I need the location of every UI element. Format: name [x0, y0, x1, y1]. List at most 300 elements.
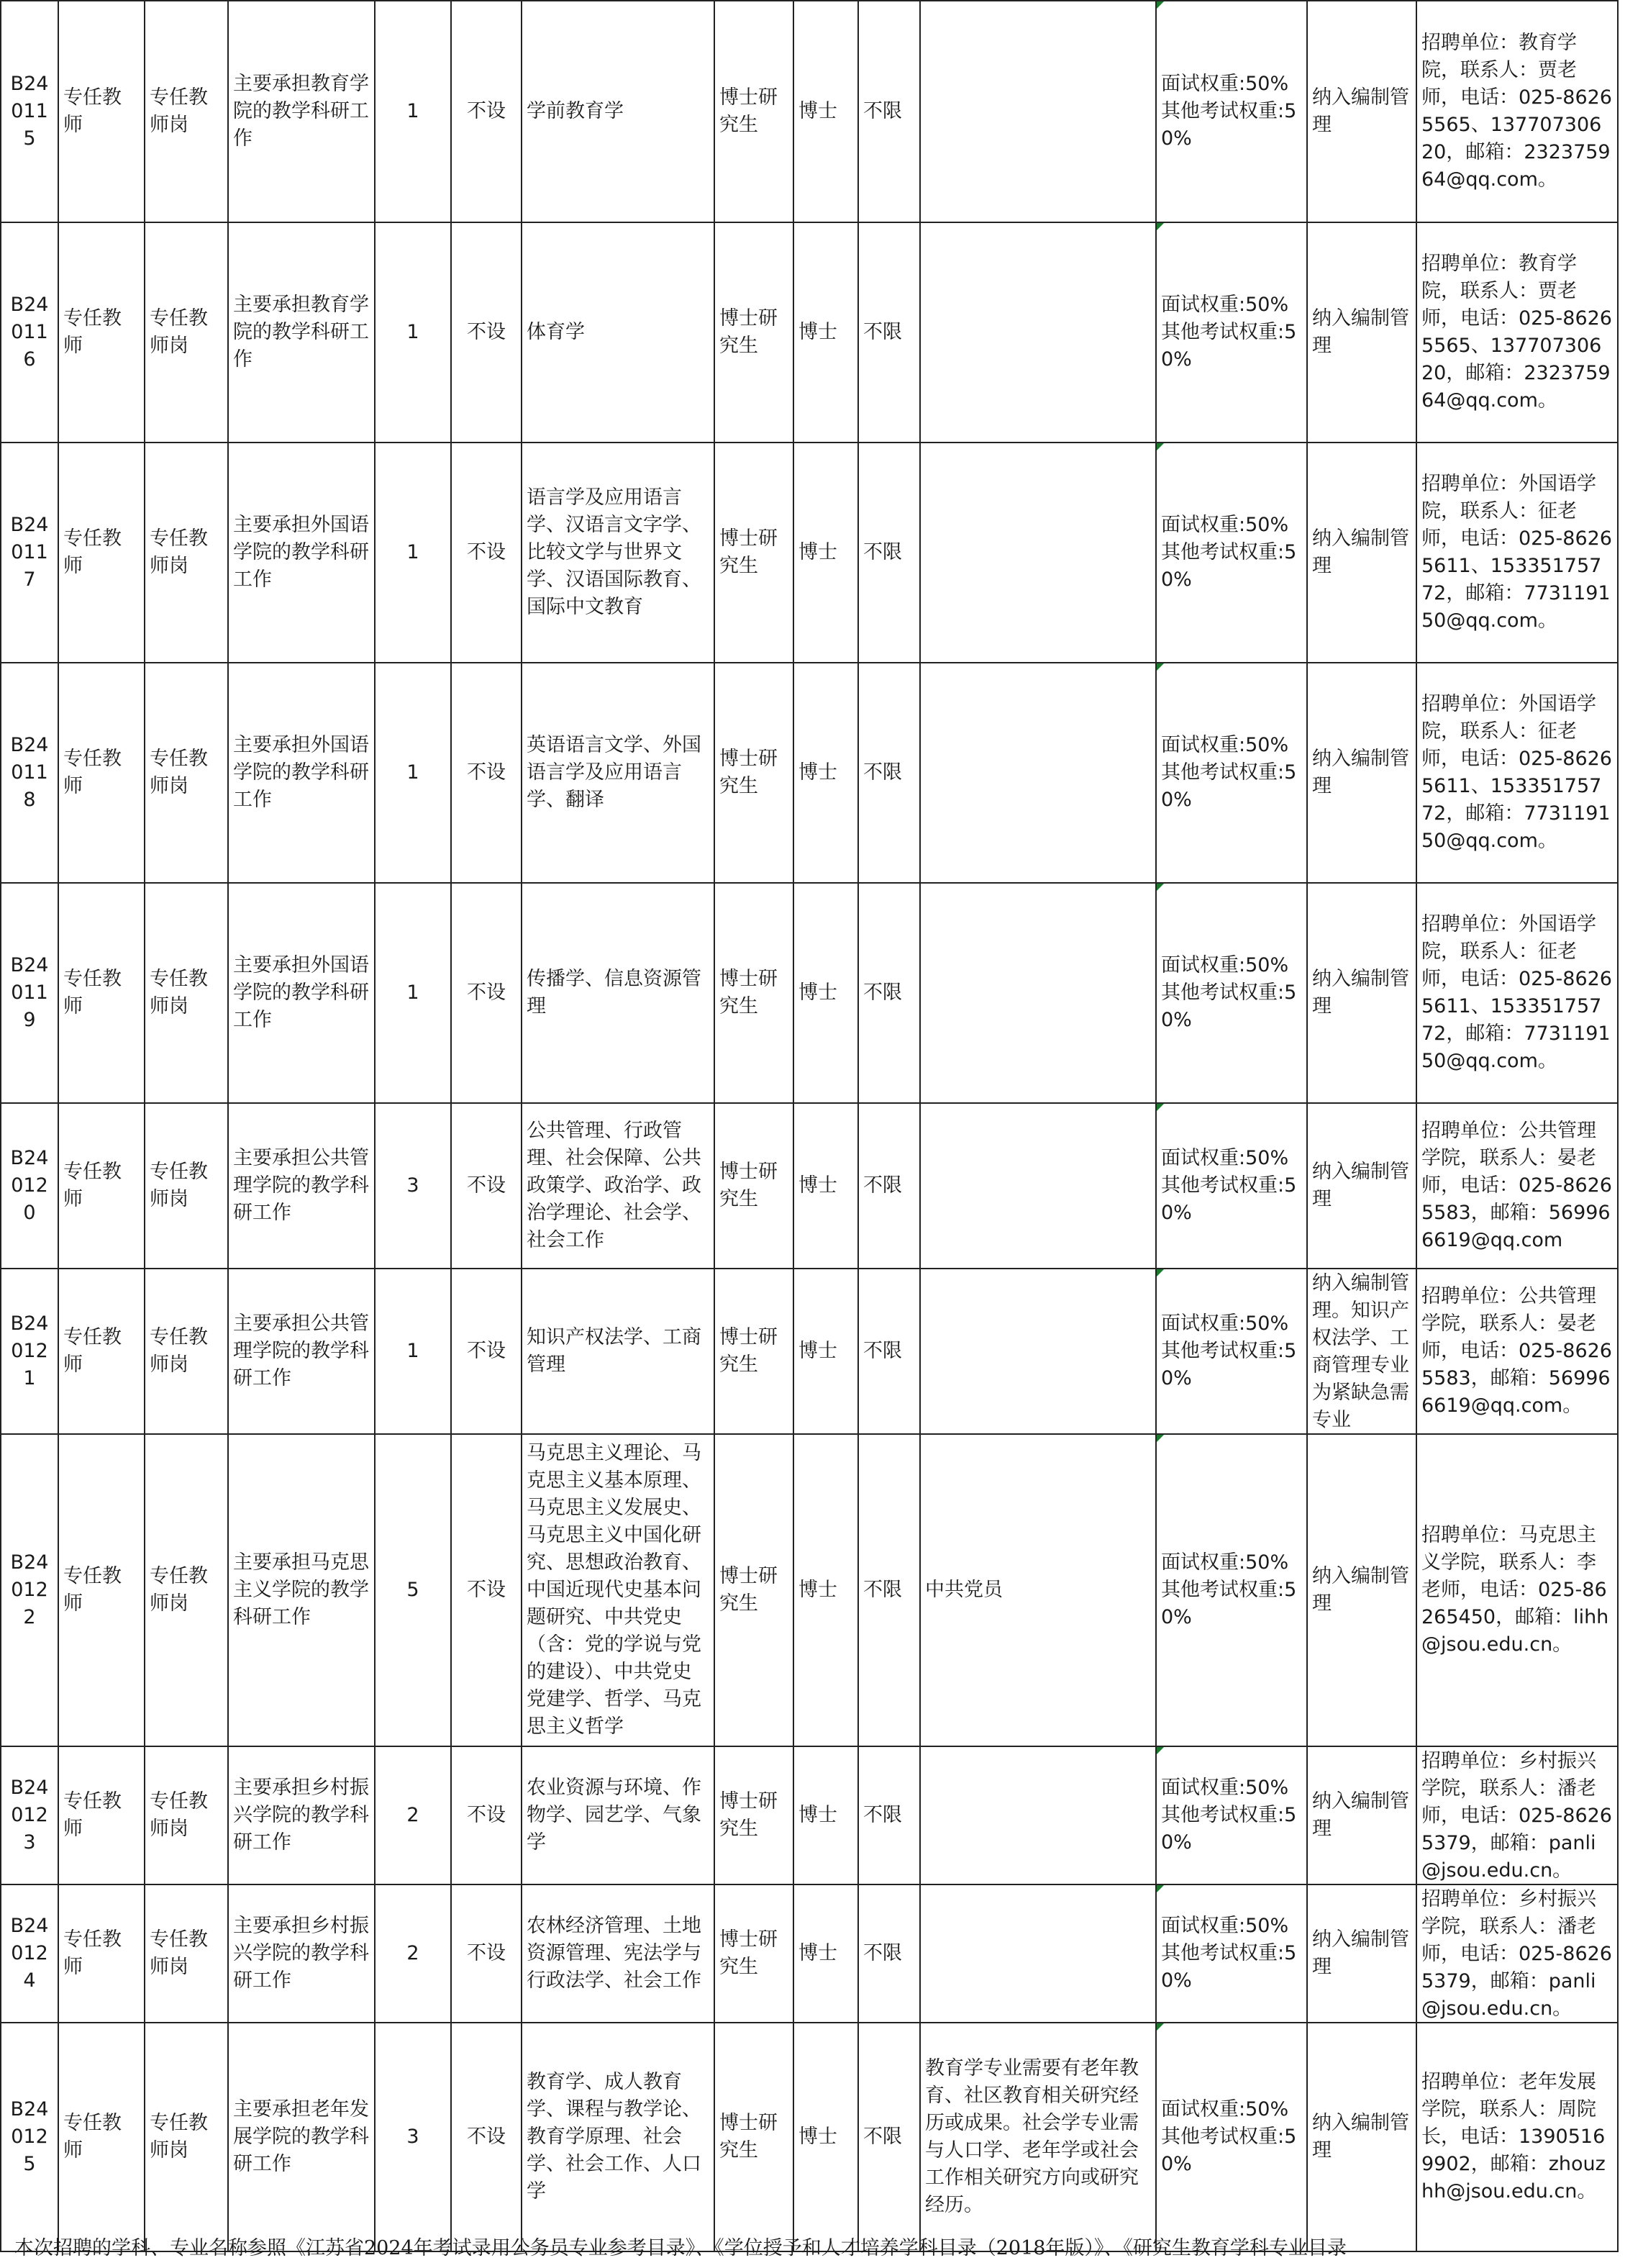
education-cell-text: 博士研究生: [719, 968, 778, 1017]
post-code-cell: [1, 1884, 58, 2023]
hire-count-cell: [375, 1746, 451, 1884]
major-cell: [522, 663, 714, 883]
exam-weight-cell-text: 面试权重:50%其他考试权重:50%: [1161, 294, 1297, 371]
duty-cell: [228, 1884, 375, 2023]
staffing-cell-text: 纳入编制管理: [1312, 748, 1409, 797]
table-row: [1, 883, 1618, 1103]
major-cell: [522, 1, 714, 222]
exam-ratio-cell-text: 不设: [467, 541, 506, 563]
contact-cell: [1416, 222, 1618, 443]
duty-cell: [228, 222, 375, 443]
staffing-cell-text: 纳入编制管理: [1312, 527, 1409, 577]
staffing-cell: [1307, 222, 1416, 443]
education-cell-text: 博士研究生: [719, 86, 778, 136]
hire-count-cell: [375, 883, 451, 1103]
exam-ratio-cell-text: 不设: [467, 761, 506, 784]
exam-ratio-cell: [451, 1884, 522, 2023]
degree-cell: [793, 443, 858, 663]
post-code-cell-text: B240120: [10, 1147, 49, 1224]
staffing-cell: [1307, 1269, 1416, 1434]
exam-weight-cell: [1156, 1434, 1307, 1746]
contact-cell: [1416, 2023, 1618, 2251]
post-category-cell-text: 专任教师: [63, 1326, 122, 1376]
degree-cell: [793, 1434, 858, 1746]
post-code-cell-text: B240123: [10, 1777, 49, 1854]
age-cell: [858, 883, 920, 1103]
exam-weight-cell: [1156, 443, 1307, 663]
post-category-cell-text: 专任教师: [63, 307, 122, 357]
exam-weight-cell-text: 面试权重:50%其他考试权重:50%: [1161, 73, 1297, 150]
degree-cell-text: 博士: [798, 761, 837, 784]
exam-weight-cell-text: 面试权重:50%其他考试权重:50%: [1161, 514, 1297, 591]
hire-count-cell: [375, 1884, 451, 2023]
table-row: [1, 1884, 1618, 2023]
education-cell-text: 博士研究生: [719, 1790, 778, 1840]
other-requirements-cell: [920, 2023, 1156, 2251]
post-name-cell-text: 专任教师岗: [150, 1790, 208, 1840]
degree-cell: [793, 222, 858, 443]
post-category-cell: [58, 1434, 145, 1746]
major-cell: [522, 2023, 714, 2251]
duty-cell-text: 主要承担教育学院的教学科研工作: [233, 73, 369, 150]
exam-weight-cell-text: 面试权重:50%其他考试权重:50%: [1161, 2098, 1297, 2175]
post-name-cell: [145, 663, 228, 883]
degree-cell-text: 博士: [798, 2126, 837, 2148]
contact-cell-text: 招聘单位：教育学院，联系人：贾老师，电话：025-86265565、13770730620，邮箱：232375964@qq.com。: [1421, 32, 1612, 191]
contact-cell: [1416, 1, 1618, 222]
staffing-cell: [1307, 1884, 1416, 2023]
exam-weight-cell-text: 面试权重:50%其他考试权重:50%: [1161, 1312, 1297, 1389]
table-footnote: 本次招聘的学科、专业名称参照《江苏省2024年考试录用公务员专业参考目录》、《学位授予和人才培养学科目录（2018年版）》、《研究生教育学科专业目录: [14, 2237, 1347, 2259]
degree-cell-text: 博士: [798, 321, 837, 343]
post-category-cell-text: 专任教师: [63, 86, 122, 136]
post-category-cell-text: 专任教师: [63, 1161, 122, 1210]
post-code-cell-text: B240124: [10, 1915, 49, 1992]
degree-cell: [793, 1, 858, 222]
hire-count-cell-text: 1: [406, 1340, 419, 1362]
major-cell-text: 公共管理、行政管理、社会保障、公共政策学、政治学、政治学理论、社会学、社会工作: [527, 1120, 701, 1251]
major-cell: [522, 1884, 714, 2023]
staffing-cell-text: 纳入编制管理: [1312, 1161, 1409, 1210]
contact-cell-text: 招聘单位：外国语学院，联系人：征老师，电话：025-86265611、15335175772，邮箱：773119150@qq.com。: [1421, 693, 1612, 852]
contact-cell-text: 招聘单位：乡村振兴学院，联系人：潘老师，电话：025-86265379，邮箱：panli@jsou.edu.cn。: [1421, 1888, 1612, 2020]
exam-weight-cell: [1156, 663, 1307, 883]
post-name-cell-text: 专任教师岗: [150, 307, 208, 357]
hire-count-cell: [375, 1434, 451, 1746]
other-requirements-cell-text: 中共党员: [925, 1579, 1003, 1601]
hire-count-cell-text: 1: [406, 761, 419, 784]
staffing-cell-text: 纳入编制管理: [1312, 968, 1409, 1017]
duty-cell: [228, 1269, 375, 1434]
post-category-cell-text: 专任教师: [63, 1790, 122, 1840]
degree-cell-text: 博士: [798, 1340, 837, 1362]
table-row: [1, 1103, 1618, 1269]
exam-ratio-cell-text: 不设: [467, 1804, 506, 1826]
contact-cell: [1416, 663, 1618, 883]
post-name-cell: [145, 1884, 228, 2023]
contact-cell: [1416, 1746, 1618, 1884]
education-cell-text: 博士研究生: [719, 748, 778, 797]
age-cell-text: 不限: [863, 100, 902, 122]
post-name-cell-text: 专任教师岗: [150, 2112, 208, 2162]
exam-ratio-cell-text: 不设: [467, 1174, 506, 1197]
post-name-cell-text: 专任教师岗: [150, 1565, 208, 1615]
other-requirements-cell: [920, 1103, 1156, 1269]
age-cell-text: 不限: [863, 1942, 902, 1964]
table-row: [1, 443, 1618, 663]
post-name-cell: [145, 1103, 228, 1269]
staffing-cell: [1307, 1746, 1416, 1884]
exam-weight-cell: [1156, 883, 1307, 1103]
staffing-cell-text: 纳入编制管理: [1312, 86, 1409, 136]
hire-count-cell: [375, 1103, 451, 1269]
exam-ratio-cell: [451, 222, 522, 443]
degree-cell-text: 博士: [798, 541, 837, 563]
post-code-cell-text: B240115: [10, 73, 49, 150]
hire-count-cell-text: 3: [406, 2126, 419, 2148]
post-name-cell-text: 专任教师岗: [150, 968, 208, 1017]
post-code-cell-text: B240117: [10, 514, 49, 591]
table-row: [1, 1746, 1618, 1884]
age-cell: [858, 2023, 920, 2251]
age-cell-text: 不限: [863, 321, 902, 343]
table-row: [1, 222, 1618, 443]
post-name-cell-text: 专任教师岗: [150, 527, 208, 577]
table-row: [1, 2023, 1618, 2251]
education-cell-text: 博士研究生: [719, 2112, 778, 2162]
duty-cell-text: 主要承担外国语学院的教学科研工作: [233, 954, 369, 1031]
age-cell-text: 不限: [863, 761, 902, 784]
post-category-cell-text: 专任教师: [63, 2112, 122, 2162]
post-code-cell-text: B240118: [10, 734, 49, 811]
education-cell: [714, 1746, 793, 1884]
major-cell-text: 教育学、成人教育学、课程与教学论、教育学原理、社会学、社会工作、人口学: [527, 2071, 701, 2203]
contact-cell-text: 招聘单位：教育学院，联系人：贾老师，电话：025-86265565、13770730620，邮箱：232375964@qq.com。: [1421, 253, 1612, 412]
education-cell-text: 博士研究生: [719, 307, 778, 357]
hire-count-cell-text: 2: [406, 1804, 419, 1826]
major-cell: [522, 1434, 714, 1746]
exam-weight-cell-text: 面试权重:50%其他考试权重:50%: [1161, 734, 1297, 811]
major-cell: [522, 222, 714, 443]
age-cell: [858, 1269, 920, 1434]
education-cell: [714, 443, 793, 663]
exam-ratio-cell: [451, 1434, 522, 1746]
other-requirements-cell: [920, 1434, 1156, 1746]
post-code-cell-text: B240116: [10, 294, 49, 371]
staffing-cell-text: 纳入编制管理: [1312, 307, 1409, 357]
duty-cell: [228, 1, 375, 222]
post-name-cell: [145, 443, 228, 663]
other-requirements-cell: [920, 222, 1156, 443]
major-cell: [522, 1103, 714, 1269]
staffing-cell: [1307, 1103, 1416, 1269]
education-cell: [714, 883, 793, 1103]
education-cell: [714, 1, 793, 222]
degree-cell: [793, 2023, 858, 2251]
age-cell-text: 不限: [863, 981, 902, 1004]
other-requirements-cell: [920, 1269, 1156, 1434]
exam-ratio-cell: [451, 1103, 522, 1269]
post-code-cell: [1, 222, 58, 443]
exam-ratio-cell-text: 不设: [467, 1579, 506, 1601]
duty-cell: [228, 663, 375, 883]
post-category-cell: [58, 883, 145, 1103]
post-name-cell-text: 专任教师岗: [150, 1928, 208, 1978]
education-cell: [714, 663, 793, 883]
duty-cell-text: 主要承担乡村振兴学院的教学科研工作: [233, 1777, 369, 1854]
age-cell-text: 不限: [863, 1804, 902, 1826]
major-cell-text: 马克思主义理论、马克思主义基本原理、马克思主义发展史、马克思主义中国化研究、思想政治教育、中国近现代史基本问题研究、中共党史（含：党的学说与党的建设）、中共党史党建学、哲学、马克思主义哲学: [527, 1442, 701, 1738]
hire-count-cell: [375, 1269, 451, 1434]
post-code-cell-text: B240122: [10, 1551, 49, 1628]
major-cell-text: 知识产权法学、工商管理: [527, 1326, 701, 1376]
post-code-cell: [1, 883, 58, 1103]
post-category-cell: [58, 443, 145, 663]
post-category-cell: [58, 1, 145, 222]
degree-cell-text: 博士: [798, 100, 837, 122]
post-category-cell-text: 专任教师: [63, 1928, 122, 1978]
hire-count-cell-text: 5: [406, 1579, 419, 1601]
table-row: [1, 1269, 1618, 1434]
contact-cell: [1416, 1269, 1618, 1434]
age-cell: [858, 1746, 920, 1884]
duty-cell-text: 主要承担老年发展学院的教学科研工作: [233, 2098, 369, 2175]
duty-cell: [228, 883, 375, 1103]
degree-cell: [793, 883, 858, 1103]
duty-cell-text: 主要承担公共管理学院的教学科研工作: [233, 1312, 369, 1389]
exam-weight-cell: [1156, 2023, 1307, 2251]
degree-cell: [793, 663, 858, 883]
degree-cell: [793, 1269, 858, 1434]
hire-count-cell: [375, 2023, 451, 2251]
post-code-cell: [1, 1, 58, 222]
post-name-cell-text: 专任教师岗: [150, 1326, 208, 1376]
degree-cell: [793, 1884, 858, 2023]
post-code-cell: [1, 443, 58, 663]
staffing-cell: [1307, 1, 1416, 222]
duty-cell-text: 主要承担马克思主义学院的教学科研工作: [233, 1551, 369, 1628]
contact-cell-text: 招聘单位：乡村振兴学院，联系人：潘老师，电话：025-86265379，邮箱：panli@jsou.edu.cn。: [1421, 1750, 1612, 1882]
duty-cell-text: 主要承担乡村振兴学院的教学科研工作: [233, 1915, 369, 1992]
exam-ratio-cell-text: 不设: [467, 100, 506, 122]
duty-cell-text: 主要承担公共管理学院的教学科研工作: [233, 1147, 369, 1224]
staffing-cell: [1307, 1434, 1416, 1746]
hire-count-cell: [375, 443, 451, 663]
exam-weight-cell-text: 面试权重:50%其他考试权重:50%: [1161, 954, 1297, 1031]
other-requirements-cell-text: 教育学专业需要有老年教育、社区教育相关研究经历或成果。社会学专业需与人口学、老年学或社会工作相关研究方向或研究经历。: [925, 2057, 1139, 2216]
contact-cell-text: 招聘单位：公共管理学院，联系人：晏老师，电话：025-86265583，邮箱：569966619@qq.com: [1421, 1120, 1612, 1251]
major-cell-text: 体育学: [527, 321, 585, 343]
post-code-cell: [1, 1269, 58, 1434]
exam-weight-cell-text: 面试权重:50%其他考试权重:50%: [1161, 1777, 1297, 1854]
staffing-cell-text: 纳入编制管理: [1312, 1928, 1409, 1978]
contact-cell: [1416, 1434, 1618, 1746]
degree-cell: [793, 1103, 858, 1269]
post-category-cell-text: 专任教师: [63, 748, 122, 797]
age-cell: [858, 222, 920, 443]
post-code-cell: [1, 1103, 58, 1269]
table-body: [1, 1, 1618, 2251]
duty-cell: [228, 443, 375, 663]
age-cell-text: 不限: [863, 2126, 902, 2148]
table-row: [1, 663, 1618, 883]
post-category-cell: [58, 1746, 145, 1884]
duty-cell: [228, 1103, 375, 1269]
duty-cell-text: 主要承担教育学院的教学科研工作: [233, 294, 369, 371]
post-name-cell: [145, 1269, 228, 1434]
contact-cell-text: 招聘单位：马克思主义学院，联系人：李老师，电话：025-86265450，邮箱：lihh@jsou.edu.cn。: [1421, 1524, 1609, 1656]
post-category-cell-text: 专任教师: [63, 1565, 122, 1615]
post-name-cell: [145, 1746, 228, 1884]
contact-cell: [1416, 1884, 1618, 2023]
exam-ratio-cell-text: 不设: [467, 1340, 506, 1362]
exam-weight-cell: [1156, 1269, 1307, 1434]
hire-count-cell-text: 2: [406, 1942, 419, 1964]
degree-cell-text: 博士: [798, 1804, 837, 1826]
exam-weight-cell-text: 面试权重:50%其他考试权重:50%: [1161, 1915, 1297, 1992]
exam-weight-cell-text: 面试权重:50%其他考试权重:50%: [1161, 1147, 1297, 1224]
post-category-cell: [58, 1103, 145, 1269]
post-code-cell: [1, 663, 58, 883]
major-cell-text: 语言学及应用语言学、汉语言文字学、比较文学与世界文学、汉语国际教育、国际中文教育: [527, 486, 701, 618]
other-requirements-cell: [920, 883, 1156, 1103]
age-cell: [858, 663, 920, 883]
post-name-cell: [145, 2023, 228, 2251]
age-cell-text: 不限: [863, 1174, 902, 1197]
age-cell: [858, 1103, 920, 1269]
staffing-cell-text: 纳入编制管理: [1312, 2112, 1409, 2162]
exam-ratio-cell: [451, 883, 522, 1103]
education-cell-text: 博士研究生: [719, 1565, 778, 1615]
duty-cell: [228, 1746, 375, 1884]
exam-ratio-cell-text: 不设: [467, 981, 506, 1004]
degree-cell-text: 博士: [798, 1579, 837, 1601]
exam-ratio-cell: [451, 443, 522, 663]
age-cell-text: 不限: [863, 541, 902, 563]
major-cell: [522, 443, 714, 663]
exam-ratio-cell: [451, 1, 522, 222]
major-cell-text: 传播学、信息资源管理: [527, 968, 701, 1017]
duty-cell-text: 主要承担外国语学院的教学科研工作: [233, 514, 369, 591]
contact-cell: [1416, 1103, 1618, 1269]
hire-count-cell: [375, 1, 451, 222]
age-cell: [858, 443, 920, 663]
post-code-cell: [1, 2023, 58, 2251]
staffing-cell-text: 纳入编制管理。知识产权法学、工商管理专业为紧缺急需专业: [1312, 1272, 1409, 1431]
exam-ratio-cell-text: 不设: [467, 321, 506, 343]
age-cell: [858, 1, 920, 222]
staffing-cell: [1307, 443, 1416, 663]
staffing-cell-text: 纳入编制管理: [1312, 1565, 1409, 1615]
age-cell: [858, 1884, 920, 2023]
hire-count-cell: [375, 222, 451, 443]
exam-weight-cell-text: 面试权重:50%其他考试权重:50%: [1161, 1551, 1297, 1628]
other-requirements-cell: [920, 663, 1156, 883]
post-category-cell: [58, 1884, 145, 2023]
hire-count-cell-text: 1: [406, 541, 419, 563]
degree-cell-text: 博士: [798, 1174, 837, 1197]
staffing-cell: [1307, 883, 1416, 1103]
exam-weight-cell: [1156, 1884, 1307, 2023]
exam-ratio-cell-text: 不设: [467, 2126, 506, 2148]
exam-ratio-cell: [451, 663, 522, 883]
other-requirements-cell: [920, 1884, 1156, 2023]
hire-count-cell: [375, 663, 451, 883]
education-cell: [714, 1884, 793, 2023]
table-row: [1, 1, 1618, 222]
contact-cell: [1416, 883, 1618, 1103]
education-cell: [714, 1434, 793, 1746]
major-cell-text: 农林经济管理、土地资源管理、宪法学与行政法学、社会工作: [527, 1915, 701, 1992]
age-cell-text: 不限: [863, 1579, 902, 1601]
post-code-cell-text: B240119: [10, 954, 49, 1031]
post-name-cell-text: 专任教师岗: [150, 748, 208, 797]
other-requirements-cell: [920, 1, 1156, 222]
staffing-cell: [1307, 2023, 1416, 2251]
staffing-cell-text: 纳入编制管理: [1312, 1790, 1409, 1840]
duty-cell-text: 主要承担外国语学院的教学科研工作: [233, 734, 369, 811]
contact-cell-text: 招聘单位：外国语学院，联系人：征老师，电话：025-86265611、15335175772，邮箱：773119150@qq.com。: [1421, 473, 1612, 632]
education-cell: [714, 1103, 793, 1269]
contact-cell-text: 招聘单位：外国语学院，联系人：征老师，电话：025-86265611、15335175772，邮箱：773119150@qq.com。: [1421, 913, 1612, 1072]
exam-ratio-cell-text: 不设: [467, 1942, 506, 1964]
education-cell-text: 博士研究生: [719, 527, 778, 577]
major-cell-text: 农业资源与环境、作物学、园艺学、气象学: [527, 1777, 701, 1854]
post-code-cell-text: B240121: [10, 1312, 49, 1389]
exam-weight-cell: [1156, 222, 1307, 443]
education-cell: [714, 222, 793, 443]
major-cell: [522, 883, 714, 1103]
post-name-cell: [145, 1434, 228, 1746]
major-cell: [522, 1269, 714, 1434]
degree-cell-text: 博士: [798, 1942, 837, 1964]
table-row: [1, 1434, 1618, 1746]
duty-cell: [228, 2023, 375, 2251]
post-category-cell: [58, 222, 145, 443]
education-cell-text: 博士研究生: [719, 1161, 778, 1210]
education-cell: [714, 1269, 793, 1434]
contact-cell-text: 招聘单位：老年发展学院，联系人：周院长，电话：13905169902，邮箱：zhouzhh@jsou.edu.cn。: [1421, 2071, 1606, 2203]
duty-cell: [228, 1434, 375, 1746]
post-category-cell: [58, 663, 145, 883]
post-name-cell-text: 专任教师岗: [150, 1161, 208, 1210]
hire-count-cell-text: 1: [406, 321, 419, 343]
hire-count-cell-text: 1: [406, 100, 419, 122]
post-code-cell: [1, 1746, 58, 1884]
post-name-cell-text: 专任教师岗: [150, 86, 208, 136]
degree-cell-text: 博士: [798, 981, 837, 1004]
education-cell: [714, 2023, 793, 2251]
post-name-cell: [145, 1, 228, 222]
post-category-cell-text: 专任教师: [63, 968, 122, 1017]
post-name-cell: [145, 883, 228, 1103]
exam-weight-cell: [1156, 1, 1307, 222]
post-category-cell: [58, 2023, 145, 2251]
age-cell: [858, 1434, 920, 1746]
major-cell: [522, 1746, 714, 1884]
contact-cell-text: 招聘单位：公共管理学院，联系人：晏老师，电话：025-86265583，邮箱：569966619@qq.com。: [1421, 1285, 1612, 1417]
exam-ratio-cell: [451, 2023, 522, 2251]
post-code-cell-text: B240125: [10, 2098, 49, 2175]
exam-weight-cell: [1156, 1746, 1307, 1884]
hire-count-cell-text: 1: [406, 981, 419, 1004]
exam-weight-cell: [1156, 1103, 1307, 1269]
other-requirements-cell: [920, 443, 1156, 663]
exam-ratio-cell: [451, 1269, 522, 1434]
post-code-cell: [1, 1434, 58, 1746]
contact-cell: [1416, 443, 1618, 663]
post-category-cell-text: 专任教师: [63, 527, 122, 577]
